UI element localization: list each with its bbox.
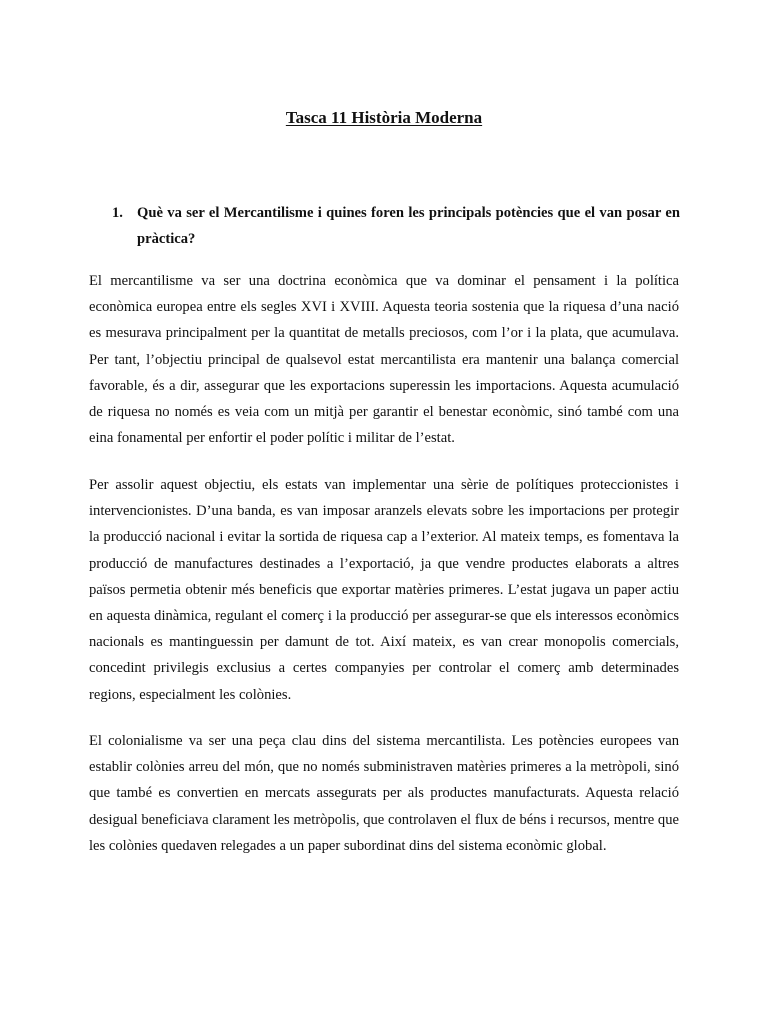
question-number: 1. xyxy=(112,205,123,221)
paragraph-2: Per assolir aquest objectiu, els estats van implementar una sèrie de polítiques proteccionistes i intervencionistes. D’una banda, es van imposar aranzels elevats sobre les importacions per protegir la producció nacional i evitar la sortida de riquesa cap a l’exterior. Al mateix temps, es fomentava la producció de manufactures destinades a l’exportació, ja que vendre productes elaborats a altres països permetia obtenir més beneficis que exportar matèries primeres. L’estat jugava un paper actiu en aquesta dinàmica, regulant el comerç i la producció per assegurar-se que els interessos econòmics nacionals es mantinguessin per damunt de tot. Així mateix, es van crear monopolis comercials, concedint privilegis exclusius a certes companyies per controlar el comerç amb determinades regions, especialment les colònies. xyxy=(89,477,679,703)
question-text: Què va ser el Mercantilisme i quines foren les principals potències que el van posar en pràctica? xyxy=(137,205,680,247)
paragraph-1: El mercantilisme va ser una doctrina econòmica que va dominar el pensament i la política econòmica europea entre els segles XVI i XVIII. Aquesta teoria sostenia que la riquesa d’una nació es mesurava principalment per la quantitat de metalls preciosos, com l’or i la plata, que acumulava. Per tant, l’objectiu principal de qualsevol estat mercantilista era mantenir una balança comercial favorable, és a dir, assegurar que les exportacions superessin les importacions. Aquesta acumulació de riquesa no només es veia com un mitjà per garantir el benestar econòmic, sinó també com una eina fonamental per enfortir el poder polític i militar de l’estat. xyxy=(89,273,679,447)
question-item xyxy=(112,200,680,252)
document-title: Tasca 11 Història Moderna xyxy=(285,108,483,127)
paragraph-3: El colonialisme va ser una peça clau dins del sistema mercantilista. Les potències europees van establir colònies arreu del món, que no només subministraven matèries primeres a la metròpoli, sinó que també es convertien en mercats assegurats per als productes manufacturats. Aquesta relació desigual beneficiava clarament les metròpolis, que controlaven el flux de béns i recursos, mentre que les colònies quedaven relegades a un paper subordinat dins del sistema econòmic global. xyxy=(89,733,679,854)
